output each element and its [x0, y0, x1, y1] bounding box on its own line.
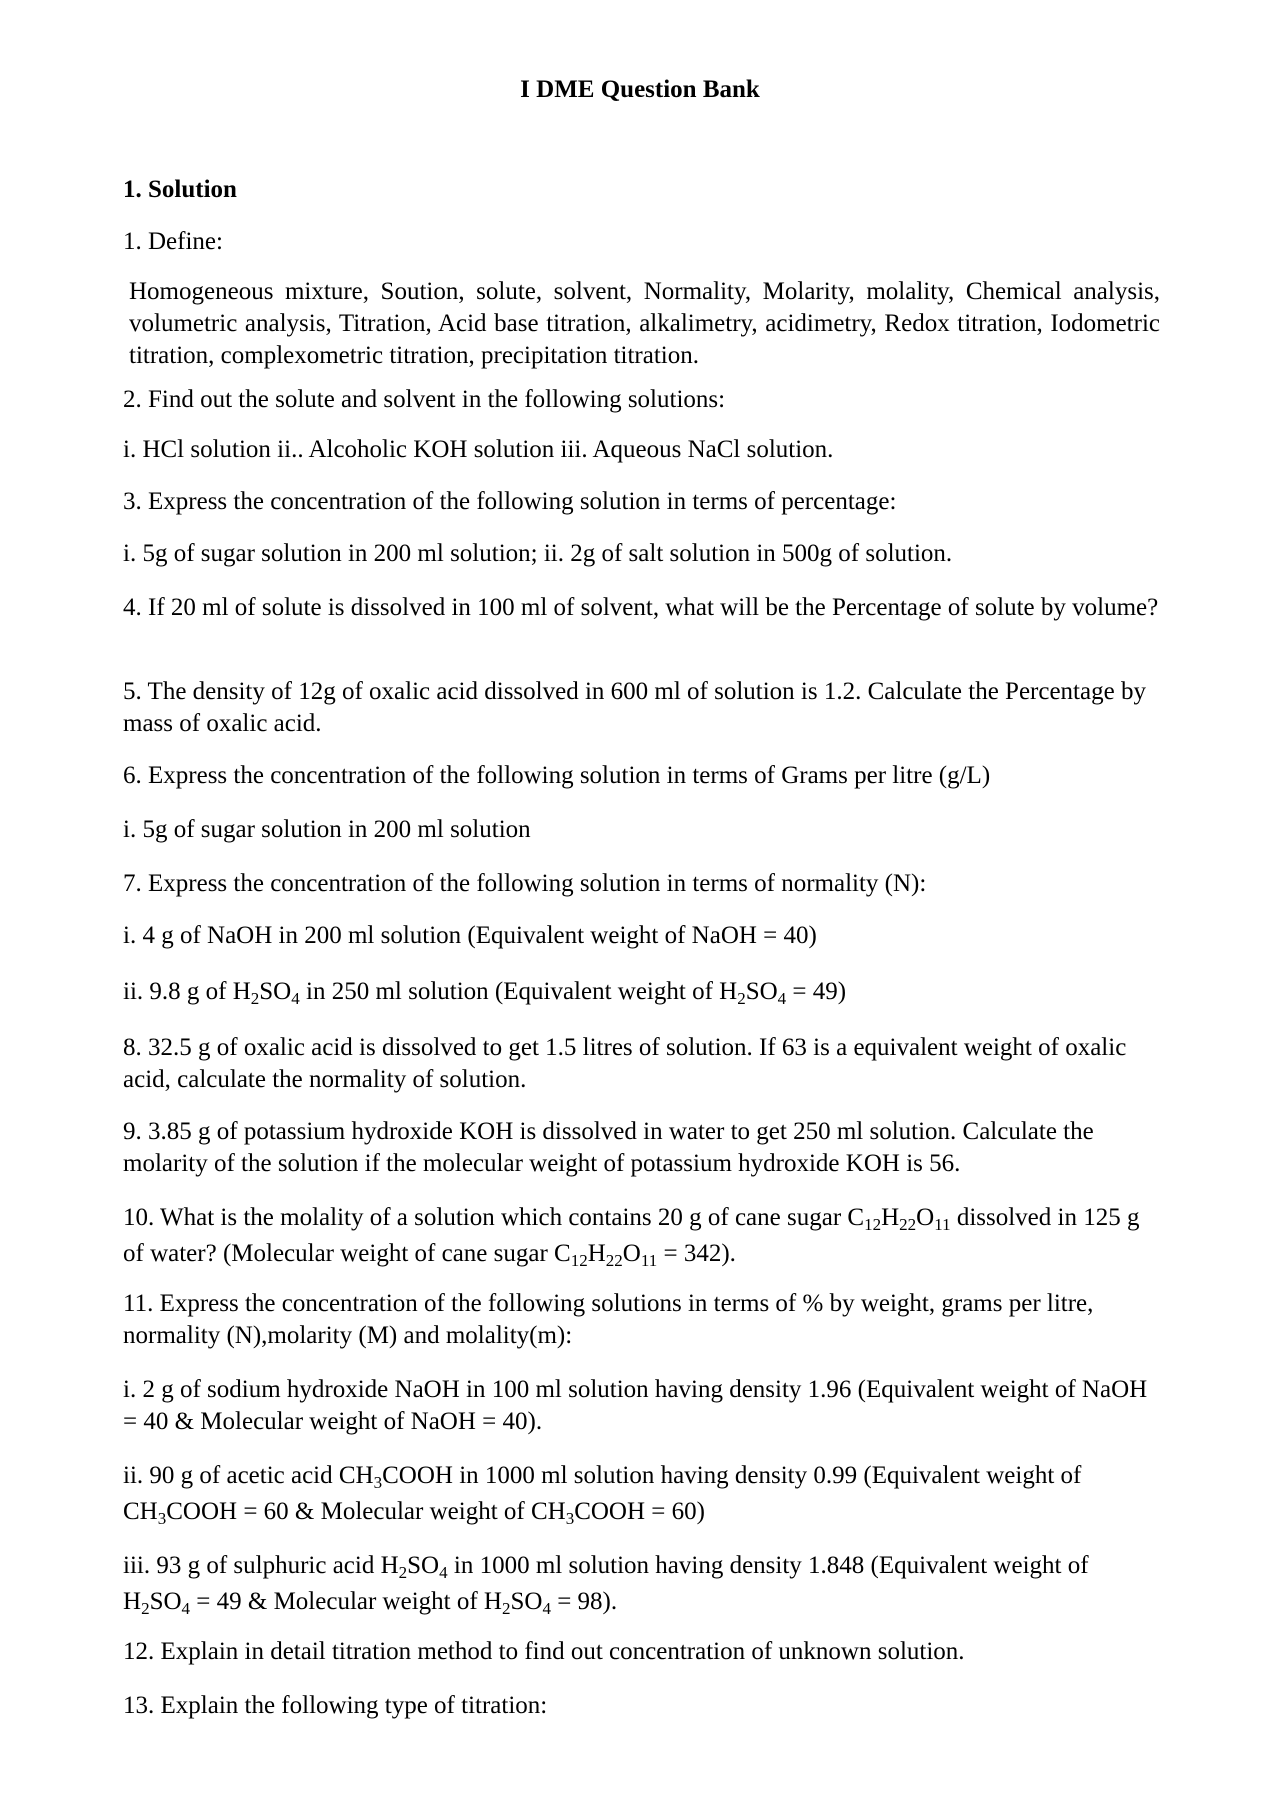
section-heading: 1. Solution — [123, 176, 237, 203]
subscript: 22 — [605, 1251, 623, 1270]
text-run: ii. 90 g of acetic acid CH — [123, 1462, 374, 1489]
subscript: 2 — [141, 1599, 150, 1618]
question-11-item-ii — [123, 1458, 1160, 1530]
text-run: SO — [407, 1552, 440, 1579]
question-6: 6. Express the concentration of the following solution in terms of Grams per litre (g/L) — [123, 762, 991, 789]
subscript: 12 — [570, 1251, 588, 1270]
question-9: 9. 3.85 g of potassium hydroxide KOH is dissolved in water to get 250 ml solution. Calculate the molarity of the solution if the molecular weight of potassium hydroxide KOH is 56. — [123, 1118, 1094, 1177]
question-10 — [123, 1200, 1160, 1272]
question-3: 3. Express the concentration of the following solution in terms of percentage: — [123, 488, 897, 515]
subscript: 2 — [398, 1563, 408, 1582]
question-11-item-i: i. 2 g of sodium hydroxide NaOH in 100 ml solution having density 1.96 (Equivalent weight of NaOH = 40 & Molecular weight of NaOH = 40). — [123, 1376, 1148, 1435]
question-2-items: i. HCl solution ii.. Alcoholic KOH solution iii. Aqueous NaCl solution. — [123, 436, 834, 463]
text-run: O — [622, 1240, 641, 1267]
subscript: 4 — [291, 989, 300, 1008]
text-run: = 342). — [657, 1240, 736, 1267]
question-6-items: i. 5g of sugar solution in 200 ml solution — [123, 816, 531, 843]
text-run: O — [916, 1204, 935, 1231]
text-run: SO — [259, 978, 292, 1005]
subscript: 3 — [373, 1473, 383, 1492]
text-run: SO — [149, 1588, 182, 1615]
subscript: 4 — [542, 1599, 551, 1618]
subscript: 2 — [501, 1599, 511, 1618]
question-11-item-iii — [123, 1548, 1160, 1620]
subscript: 11 — [640, 1251, 658, 1270]
text-run: = 98). — [550, 1588, 618, 1615]
question-3-items: i. 5g of sugar solution in 200 ml solution; ii. 2g of salt solution in 500g of solution. — [123, 540, 953, 567]
subscript: 3 — [157, 1509, 167, 1528]
subscript: 4 — [439, 1563, 448, 1582]
subscript: 22 — [899, 1215, 917, 1234]
text-run: COOH in 1000 ml solution having density 0.99 (Equivalent weight of CH — [123, 1462, 1082, 1525]
subscript: 12 — [864, 1215, 882, 1234]
text-run: = 49) — [786, 978, 847, 1005]
question-13: 13. Explain the following type of titration: — [123, 1692, 548, 1719]
question-1-heading: 1. Define: — [123, 228, 223, 255]
question-2: 2. Find out the solute and solvent in the following solutions: — [123, 386, 726, 413]
text-run: = 49 & Molecular weight of H — [190, 1588, 502, 1615]
question-8: 8. 32.5 g of oxalic acid is dissolved to get 1.5 litres of solution. If 63 is a equivalent weight of oxalic acid, calculate the normality of solution. — [123, 1034, 1127, 1093]
subscript: 4 — [181, 1599, 191, 1618]
subscript: 4 — [777, 989, 787, 1008]
question-11: 11. Express the concentration of the following solutions in terms of % by weight, grams per litre, normality (N),molarity (M) and molality(m): — [123, 1290, 1094, 1349]
text-run: in 250 ml solution (Equivalent weight of H — [299, 978, 738, 1005]
subscript: 2 — [250, 989, 260, 1008]
subscript: 3 — [565, 1509, 575, 1528]
question-12: 12. Explain in detail titration method to find out concentration of unknown solution. — [123, 1638, 965, 1665]
question-7-item-ii — [123, 976, 1160, 1008]
text-run: COOH = 60) — [574, 1498, 705, 1525]
subscript: 11 — [934, 1215, 951, 1234]
text-run: in 1000 ml solution having density 1.848 (Equivalent weight of H — [123, 1552, 1089, 1615]
text-run: dissolved in 125 g of water? (Molecular weight of cane sugar C — [123, 1204, 1140, 1267]
question-5: 5. The density of 12g of oxalic acid dissolved in 600 ml of solution is 1.2. Calculate the Percentage by mass of oxalic acid. — [123, 678, 1146, 737]
question-7: 7. Express the concentration of the following solution in terms of normality (N): — [123, 870, 927, 897]
question-4: 4. If 20 ml of solute is dissolved in 100 ml of solvent, what will be the Percentage of solute by volume? — [123, 594, 1159, 621]
text-run: 10. What is the molality of a solution which contains 20 g of cane sugar C — [123, 1204, 865, 1231]
text-run: COOH = 60 & Molecular weight of CH — [166, 1498, 566, 1525]
subscript: 2 — [737, 989, 746, 1008]
question-1-terms: Homogeneous mixture, Soution, solute, solvent, Normality, Molarity, molality, Chemical analysis, volumetric analysis, Titration, Acid base titration, alkalimetry, acidimetry, Redox titration, Iodometric titration, complexometric titration, precipitation titration. — [129, 278, 1160, 369]
text-run: H — [587, 1240, 606, 1267]
page-title: I DME Question Bank — [520, 76, 760, 103]
question-7-item-i: i. 4 g of NaOH in 200 ml solution (Equivalent weight of NaOH = 40) — [123, 922, 817, 949]
text-run: SO — [745, 978, 778, 1005]
text-run: SO — [510, 1588, 543, 1615]
text-run: iii. 93 g of sulphuric acid H — [123, 1552, 399, 1579]
text-run: H — [881, 1204, 900, 1231]
text-run: ii. 9.8 g of H — [123, 978, 251, 1005]
